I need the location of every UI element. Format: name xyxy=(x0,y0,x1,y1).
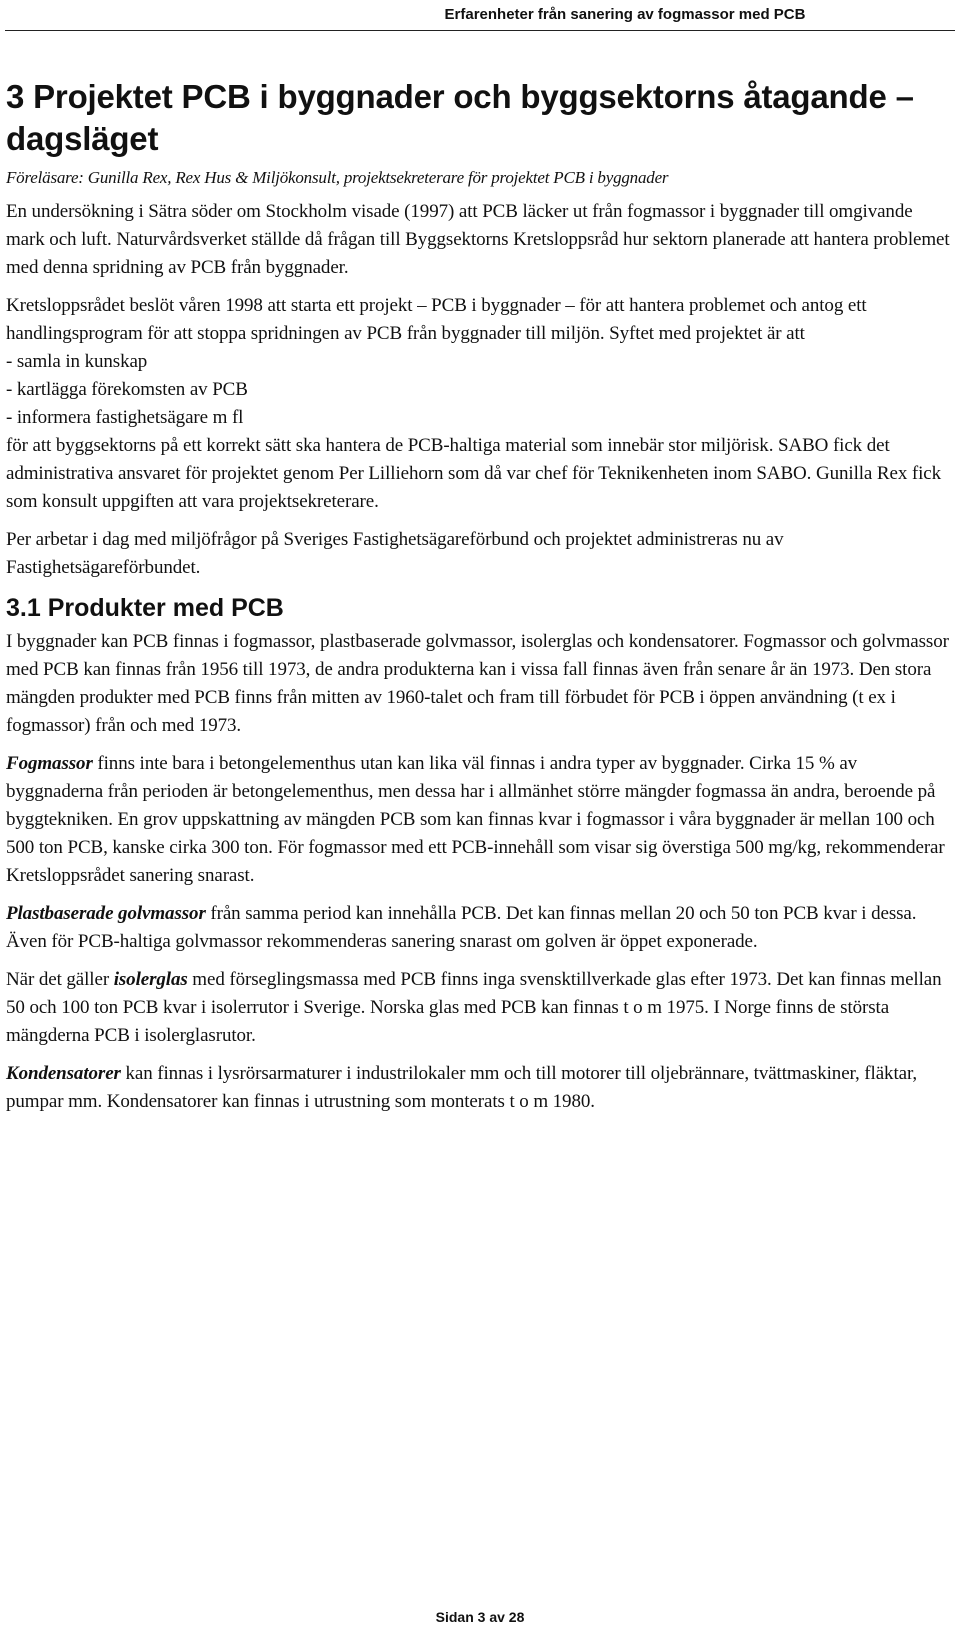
section-heading: 3 Projektet PCB i byggnader och byggsektorns åtagande – dagsläget xyxy=(6,78,914,157)
kondensatorer-text: kan finnas i lysrörsarmaturer i industrilokaler mm och till motorer till oljebrännare, tvättmaskiner, fläktar, pumpar mm. Kondensatorer kan finnas i utrustning som monterats t o m 1980. xyxy=(6,1063,918,1112)
products-paragraph: I byggnader kan PCB finnas i fogmassor, plastbaserade golvmassor, isolerglas och kondensatorer. Fogmassor och golvmassor med PCB kan finnas från 1956 till 1973, de andra produkterna kan i vissa fall finnas även från senare år än 1973. Den stora mängden produkter med PCB finns från mitten av 1960-talet och fram till förbudet för PCB i öppen användning (t ex i fogmassor) från och med 1973. xyxy=(6,631,949,736)
fogmassor-term: Fogmassor xyxy=(6,753,93,774)
header-divider xyxy=(5,30,955,31)
page-number: Sidan 3 av 28 xyxy=(435,1609,525,1625)
project-paragraph: Kretsloppsrådet beslöt våren 1998 att starta ett projekt – PCB i byggnader – för att hantera problemet och antog ett handlingsprogram för att stoppa spridningen av PCB från byggnader till miljön. Syftet med projektet är att xyxy=(6,295,867,344)
purpose-paragraph: för att byggsektorns på ett korrekt sätt ska hantera de PCB-haltiga material som innebär stor miljörisk. SABO fick det administrativa ansvaret för projektet genom Per Lilliehorn som då var chef för Teknikenheten inom SABO. Gunilla Rex fick som konsult uppgiften att vara projektsekreterare. xyxy=(6,435,942,512)
list-item: - samla in kunskap xyxy=(6,351,148,372)
admin-paragraph: Per arbetar i dag med miljöfrågor på Sveriges Fastighetsägareförbund och projektet administreras nu av Fastighetsägareförbundet. xyxy=(6,529,784,578)
isolerglas-term: isolerglas xyxy=(113,969,188,990)
golvmassor-text: från samma period kan innehålla PCB. Det kan finnas mellan 20 och 50 ton PCB kvar i dessa. Även för PCB-haltiga golvmassor rekommenderas sanering snarast om golven är öppet exponerade. xyxy=(6,903,917,952)
list-item: - informera fastighetsägare m fl xyxy=(6,407,244,428)
isolerglas-paragraph xyxy=(6,966,954,1050)
golvmassor-term: Plastbaserade golvmassor xyxy=(6,903,206,924)
running-header: Erfarenheter från sanering av fogmassor med PCB xyxy=(444,6,806,23)
intro-paragraph: En undersökning i Sätra söder om Stockholm visade (1997) att PCB läcker ut från fogmassor i byggnader till omgivande mark och luft. Naturvårdsverket ställde då frågan till Byggsektorns Kretsloppsråd hur sektorn planerade att hantera problemet med denna spridning av PCB från byggnader. xyxy=(6,201,950,278)
isolerglas-text: med förseglingsmassa med PCB finns inga svensktillverkade glas efter 1973. Det kan finnas mellan 50 och 100 ton PCB kvar i isolerrutor i Sverige. Norska glas med PCB kan finnas t o m 1975. I Norge finns de största mängderna PCB i isolerglasrutor. xyxy=(6,969,942,1046)
page-content xyxy=(6,76,954,1126)
kondensatorer-term: Kondensatorer xyxy=(6,1063,121,1084)
kondensatorer-paragraph xyxy=(6,1060,954,1116)
isolerglas-intro: När det gäller xyxy=(6,969,114,990)
list-item: - kartlägga förekomsten av PCB xyxy=(6,379,248,400)
fogmassor-paragraph xyxy=(6,750,954,890)
fogmassor-text: finns inte bara i betongelementhus utan kan lika väl finnas i andra typer av byggnader. Cirka 15 % av byggnaderna från perioden är betongelementhus, men dessa har i allmänhet större mängder fogmassa än andra, beroende på byggtekniken. En grov uppskattning av mängden PCB som kan finnas kvar i fogmassor i våra byggnader är mellan 100 och 500 ton PCB, kanske cirka 300 ton. För fogmassor med ett PCB-innehåll som visar sig överstiga 500 mg/kg, rekommenderar Kretsloppsrådet sanering snarast. xyxy=(6,753,945,886)
subsection-heading: 3.1 Produkter med PCB xyxy=(6,594,284,622)
golvmassor-paragraph xyxy=(6,900,954,956)
lecturer-line: Föreläsare: Gunilla Rex, Rex Hus & Miljökonsult, projektsekreterare för projektet PCB i byggnader xyxy=(6,168,669,187)
